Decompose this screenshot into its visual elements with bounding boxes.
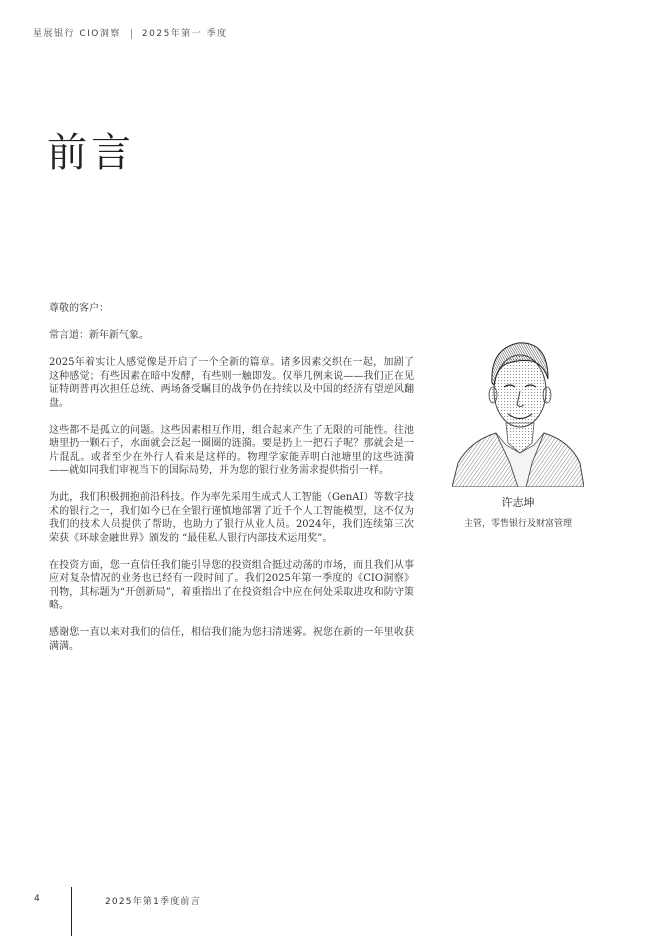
- page-title: 前言: [47, 130, 135, 176]
- body-paragraph: 感谢您一直以来对我们的信任，相信我们能为您扫清迷雾。祝您在新的一年里收获满满。: [49, 627, 414, 652]
- body-paragraph: 2025年着实让人感觉像是开启了一个全新的篇章。诸多因素交织在一起，加剧了这种感觉；有些因素在暗中发酵，有些则一触即发。仅举几例来说——我们正在见证特朗普再次担任总统、两场备受瞩目的战争仍在持续以及中国的经济有望逆风翻盘。: [49, 357, 414, 409]
- header-quarter: 2025年第一 季度: [141, 29, 228, 39]
- body-paragraph: 常言道：新年新气象。: [49, 330, 149, 341]
- body-paragraph: 这些都不是孤立的问题。这些因素相互作用，组合起来产生了无限的可能性。往池塘里扔一颗石子，水面就会泛起一圈圈的涟漪。要是扔上一把石子呢？那就会是一片混乱。或者至少在外行人看来是这样的。物理学家能弄明白池塘里的这些涟漪——就如同我们审视当下的国际局势，并为您的银行业务需求提供指引一样。: [49, 424, 414, 476]
- page-number: 4: [34, 894, 40, 904]
- salutation: 尊敬的客户：: [49, 303, 109, 314]
- header-publication: 星展银行 CIO洞察: [33, 29, 121, 39]
- header-separator: [131, 29, 132, 39]
- foreword-body: [49, 302, 414, 667]
- page-header: [33, 26, 228, 39]
- author-portrait: [452, 313, 584, 487]
- author-name: 许志坤: [501, 496, 535, 509]
- body-paragraph: 在投资方面，您一直信任我们能引导您的投资组合挺过动荡的市场，而且我们从事应对复杂情况的业务也已经有一段时间了。我们2025年第一季度的《CIO洞察》刊物，其标题为“开创新局”，着重指出了在投资组合中应在何处采取进攻和防守策略。: [49, 559, 414, 611]
- body-paragraph: 为此，我们积极拥抱前沿科技。作为率先采用生成式人工智能（GenAI）等数字技术的银行之一，我们如今已在全银行谨慎地部署了近千个人工智能模型，这不仅为我们的技术人员提供了帮助，也助力了银行从业人员。2024年，我们连续第三次荣获《环球金融世界》颁发的 “最佳私人银行内部技术运用奖”。: [49, 492, 414, 544]
- footer-divider: [71, 887, 72, 936]
- footer-section-title: 2025年第1季度前言: [105, 897, 201, 907]
- author-role: 主管，零售银行及财富管理: [463, 519, 572, 529]
